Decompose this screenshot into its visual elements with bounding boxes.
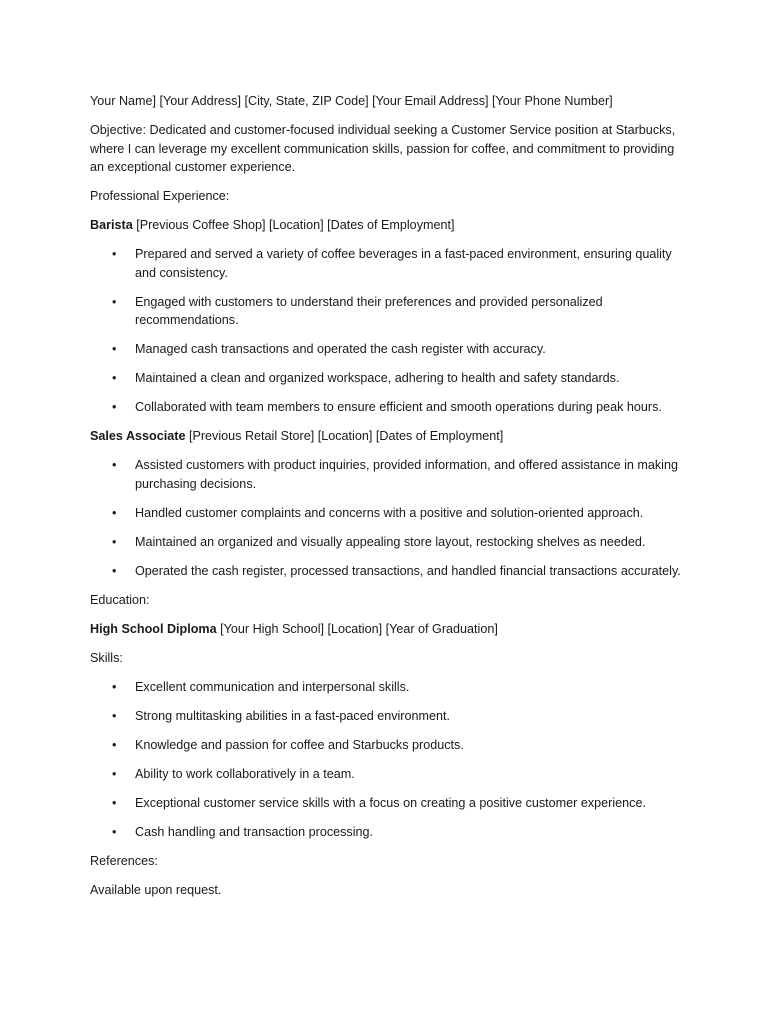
list-item: [90, 736, 690, 755]
bullet-icon: •: [112, 766, 117, 781]
list-item: [90, 765, 690, 784]
list-item: [90, 794, 690, 813]
job-bullet-list: [90, 456, 690, 580]
job-bullet-list: [90, 245, 690, 417]
list-item-text: Maintained an organized and visually appealing store layout, restocking shelves as needed.: [135, 534, 646, 549]
list-item: [90, 533, 690, 552]
list-item-text: Managed cash transactions and operated the cash register with accuracy.: [135, 342, 546, 356]
list-item-text: Exceptional customer service skills with a focus on creating a positive customer experience.: [135, 795, 646, 810]
list-item: [90, 562, 690, 581]
skills-list: [90, 678, 690, 842]
education-heading: Education:: [90, 592, 150, 607]
references-heading: References:: [90, 853, 158, 868]
skills-heading: Skills:: [90, 650, 123, 665]
objective-paragraph: Objective: Dedicated and customer-focused individual seeking a Customer Service position at Starbucks, where I can leverage my excellent communication skills, passion for coffee, and commitment to providing an exceptional customer experience.: [90, 123, 676, 174]
education-line: [90, 620, 690, 639]
list-item: [90, 456, 690, 493]
list-item: [90, 293, 690, 330]
list-item: [90, 504, 690, 523]
bullet-icon: •: [112, 708, 117, 723]
job-title-line: [90, 427, 690, 446]
list-item-text: Maintained a clean and organized workspace, adhering to health and safety standards.: [135, 371, 620, 385]
bullet-icon: •: [112, 400, 117, 414]
bullet-icon: •: [112, 247, 117, 261]
list-item-text: Assisted customers with product inquiries, provided information, and offered assistance in making purchasing decisions.: [135, 458, 678, 491]
bullet-icon: •: [112, 294, 117, 309]
job-details: [Previous Coffee Shop] [Location] [Dates of Employment]: [132, 218, 455, 232]
list-item-text: Cash handling and transaction processing.: [135, 824, 374, 839]
list-item-text: Handled customer complaints and concerns with a positive and solution-oriented approach.: [135, 505, 644, 520]
contact-line: Your Name] [Your Address] [City, State, ZIP Code] [Your Email Address] [Your Phone Number]: [90, 94, 613, 108]
list-item: [90, 340, 690, 359]
list-item: [90, 369, 690, 388]
experience-heading: Professional Experience:: [90, 189, 230, 203]
list-item: [90, 245, 690, 282]
degree-title: High School Diploma: [90, 621, 217, 636]
list-item: [90, 707, 690, 726]
job-details: [Previous Retail Store] [Location] [Dates of Employment]: [185, 429, 504, 443]
list-item-text: Excellent communication and interpersonal skills.: [135, 679, 410, 694]
references-text: Available upon request.: [90, 882, 222, 897]
education-details: [Your High School] [Location] [Year of Graduation]: [216, 621, 498, 636]
list-item: [90, 823, 690, 842]
list-item-text: Operated the cash register, processed transactions, and handled financial transactions accurately.: [135, 563, 681, 578]
list-item-text: Engaged with customers to understand their preferences and provided personalized recommendations.: [135, 294, 603, 327]
list-item-text: Collaborated with team members to ensure efficient and smooth operations during peak hours.: [135, 400, 662, 414]
list-item-text: Ability to work collaboratively in a team.: [135, 766, 355, 781]
resume-document: [90, 92, 690, 910]
bullet-icon: •: [112, 534, 117, 549]
bullet-icon: •: [112, 371, 117, 385]
bullet-icon: •: [112, 458, 117, 472]
list-item-text: Prepared and served a variety of coffee beverages in a fast-paced environment, ensuring quality and consistency.: [135, 247, 672, 280]
job-title: Barista: [90, 218, 133, 232]
bullet-icon: •: [112, 563, 117, 578]
bullet-icon: •: [112, 505, 117, 520]
list-item: [90, 398, 690, 417]
job-title-line: [90, 216, 690, 235]
bullet-icon: •: [112, 824, 117, 839]
list-item-text: Strong multitasking abilities in a fast-paced environment.: [135, 708, 451, 723]
bullet-icon: •: [112, 342, 117, 356]
job-title: Sales Associate: [90, 429, 186, 443]
bullet-icon: •: [112, 737, 117, 752]
list-item: [90, 678, 690, 697]
bullet-icon: •: [112, 795, 117, 810]
list-item-text: Knowledge and passion for coffee and Starbucks products.: [135, 737, 464, 752]
bullet-icon: •: [112, 679, 117, 694]
